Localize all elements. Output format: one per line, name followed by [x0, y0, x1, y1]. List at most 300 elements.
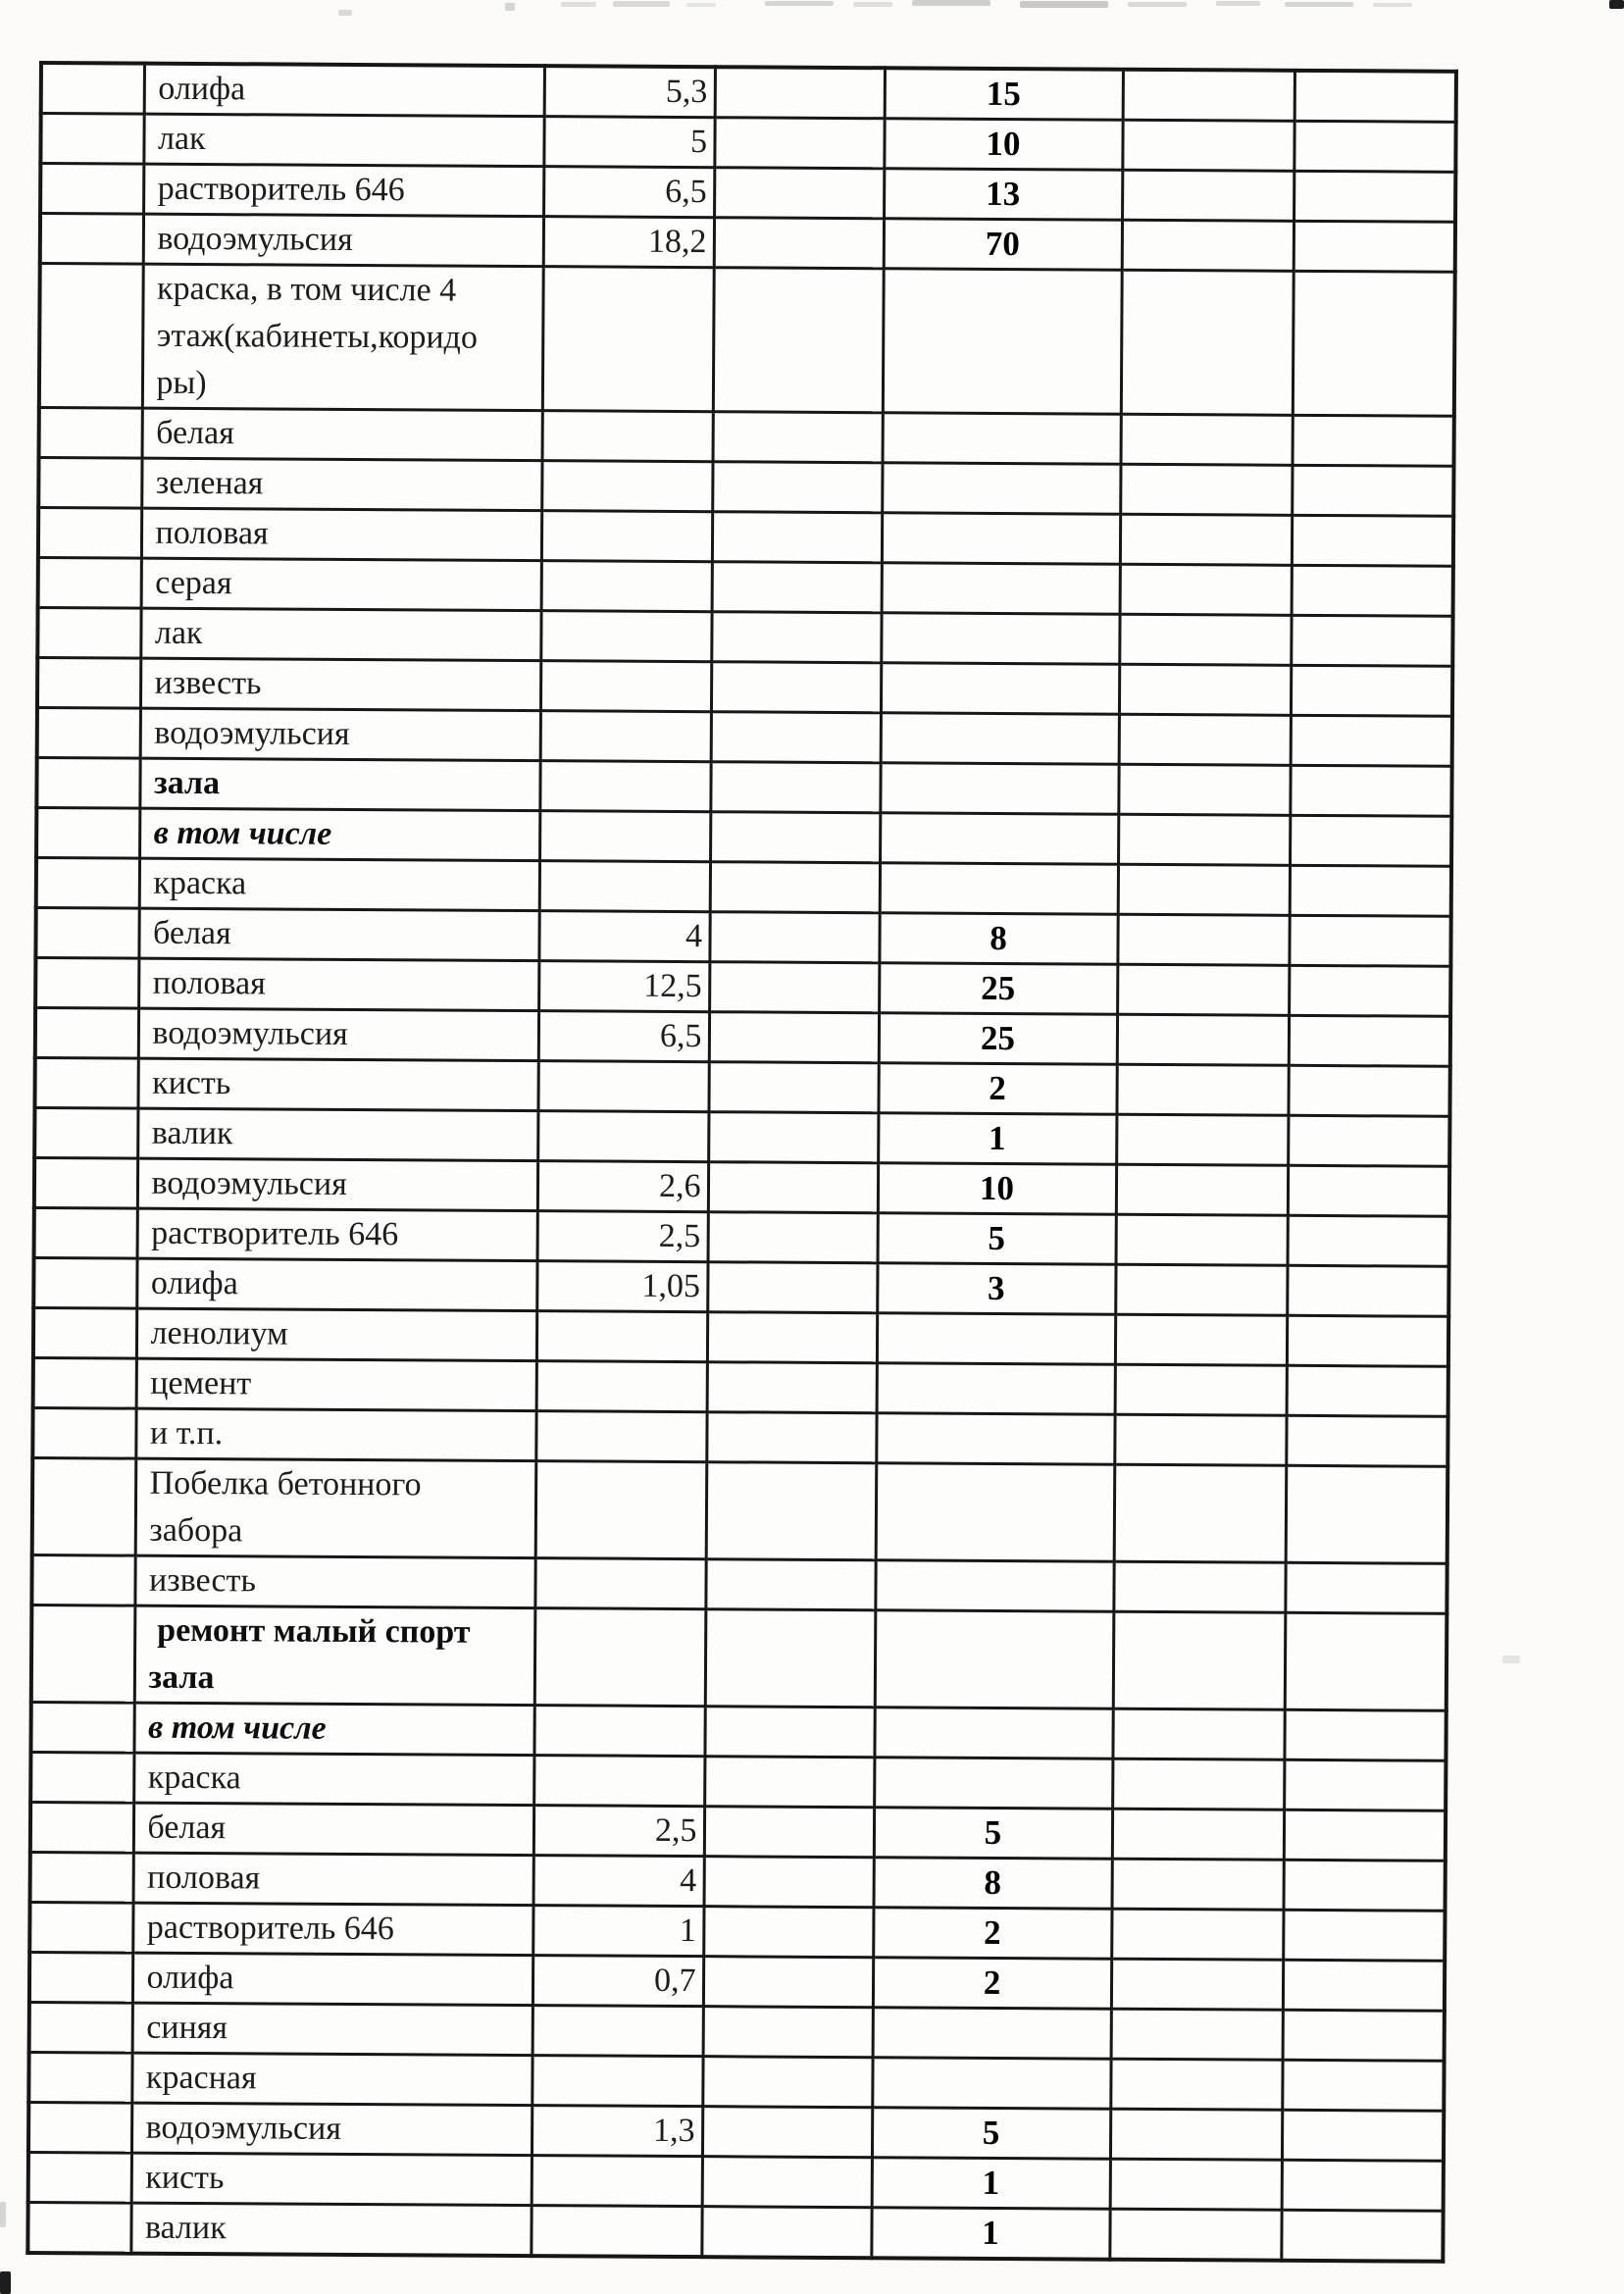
empty-cell [1113, 1611, 1286, 1709]
scan-artifact [853, 2, 892, 7]
quantity-cell [537, 1061, 708, 1112]
count-cell [883, 413, 1121, 464]
empty-cell [1283, 2010, 1445, 2061]
quantity-cell [532, 2156, 702, 2207]
empty-cell [703, 1957, 873, 2008]
count-cell [880, 813, 1118, 864]
count-cell: 5 [872, 2108, 1110, 2159]
material-name-cell: краска [133, 1753, 533, 1805]
count-cell: 5 [874, 1808, 1112, 1859]
empty-cell [708, 1212, 878, 1263]
row-number-cell [40, 214, 143, 265]
table-row [38, 508, 1453, 567]
empty-cell [704, 1757, 874, 1808]
material-name-cell: зала [139, 758, 539, 810]
empty-cell [1120, 564, 1292, 615]
quantity-cell [541, 461, 712, 512]
quantity-cell [536, 1361, 707, 1412]
material-name-cell: в том числе [139, 808, 539, 860]
empty-cell [1117, 964, 1289, 1015]
material-name-cell: цемент [136, 1358, 536, 1410]
quantity-cell [535, 1411, 706, 1462]
empty-cell [710, 812, 880, 863]
empty-cell [1284, 1860, 1446, 1911]
table-row [28, 2152, 1444, 2211]
material-name-cell: лак [140, 608, 540, 660]
material-name-cell: половая [138, 958, 538, 1010]
count-cell: 2 [873, 1958, 1111, 2009]
count-cell [874, 1758, 1112, 1809]
empty-cell [1286, 1415, 1447, 1466]
table-row [28, 2102, 1444, 2161]
empty-cell [1116, 1164, 1288, 1215]
count-cell [883, 269, 1122, 414]
table-row [37, 608, 1452, 667]
empty-cell [707, 1262, 877, 1313]
material-name-cell: красная [131, 2053, 532, 2105]
empty-cell [1113, 1561, 1285, 1612]
material-name-cell: синяя [132, 2003, 533, 2055]
material-name-cell: белая [138, 908, 538, 960]
empty-cell [1289, 1015, 1450, 1066]
quantity-cell: 1,3 [532, 2106, 702, 2157]
material-name-cell: растворитель 646 [132, 1903, 533, 1955]
table-row [32, 1457, 1448, 1563]
empty-cell [1283, 1910, 1445, 1961]
empty-cell [1122, 170, 1294, 221]
quantity-cell: 5 [543, 117, 714, 168]
empty-cell [712, 462, 882, 513]
material-name-cell: краска, в том числе 4 этаж(кабинеты,коридо ры) [142, 264, 543, 410]
empty-cell [1284, 1759, 1446, 1810]
empty-cell [1282, 2160, 1444, 2211]
scan-artifact [1502, 1656, 1520, 1663]
empty-cell [705, 1559, 875, 1610]
material-name-cell: известь [140, 658, 540, 710]
empty-cell [1118, 864, 1290, 915]
empty-cell [711, 712, 881, 763]
table-row [39, 408, 1454, 467]
row-number-cell [38, 458, 141, 509]
table-row [36, 807, 1451, 866]
quantity-cell: 12,5 [538, 961, 709, 1012]
empty-cell [1287, 1315, 1448, 1366]
empty-cell [1119, 614, 1291, 665]
table-row [34, 1107, 1449, 1166]
quantity-cell: 4 [538, 911, 709, 962]
empty-cell [1287, 1365, 1448, 1416]
empty-cell [702, 2157, 872, 2208]
row-number-cell [35, 957, 138, 1008]
table-row [34, 1157, 1449, 1216]
quantity-cell [533, 1706, 704, 1757]
empty-cell [702, 2057, 872, 2108]
empty-cell [1282, 2110, 1444, 2161]
scan-artifact [1128, 2, 1187, 7]
quantity-cell [534, 1558, 705, 1609]
count-cell [876, 1413, 1114, 1464]
scan-artifact [1020, 1, 1108, 8]
table-row [32, 1407, 1447, 1466]
empty-cell [1123, 70, 1294, 122]
row-number-cell [28, 2052, 131, 2103]
empty-cell [714, 118, 884, 169]
count-cell [872, 2058, 1110, 2109]
empty-cell [1287, 1265, 1448, 1316]
table-row [33, 1357, 1448, 1416]
material-name-cell: растворитель 646 [143, 164, 543, 216]
scan-artifact [613, 1, 670, 7]
table-row [30, 1702, 1446, 1760]
empty-cell [1121, 414, 1293, 465]
empty-cell [706, 1462, 877, 1560]
material-name-cell: водоэмульсия [138, 1008, 538, 1060]
table-row [30, 1802, 1446, 1861]
table-row [40, 214, 1455, 273]
row-number-cell [36, 807, 139, 858]
row-number-cell [38, 508, 141, 559]
count-cell [877, 1363, 1115, 1414]
count-cell [876, 1463, 1115, 1561]
empty-cell [1117, 914, 1289, 965]
empty-cell [1118, 764, 1290, 815]
empty-cell [1289, 915, 1450, 966]
row-number-cell [36, 757, 139, 808]
quantity-cell: 1,05 [536, 1261, 707, 1312]
quantity-cell [540, 661, 711, 712]
table-row [36, 857, 1451, 916]
row-number-cell [35, 907, 138, 958]
empty-cell [1110, 2109, 1282, 2160]
row-number-cell [30, 1752, 133, 1803]
empty-cell [1119, 664, 1291, 715]
count-cell: 8 [879, 913, 1117, 964]
quantity-cell [537, 1111, 708, 1162]
row-number-cell [31, 1605, 135, 1703]
empty-cell [1116, 1114, 1288, 1165]
empty-cell [1294, 221, 1455, 272]
empty-cell [1122, 120, 1294, 171]
empty-cell [1109, 2209, 1281, 2261]
empty-cell [1292, 565, 1453, 616]
table-row [35, 957, 1450, 1016]
count-cell [873, 2008, 1111, 2059]
material-name-cell: водоэмульсия [143, 214, 543, 266]
row-number-cell [34, 1057, 137, 1108]
row-number-cell [33, 1257, 136, 1308]
row-number-cell [32, 1457, 136, 1555]
empty-cell [1115, 1314, 1287, 1365]
empty-cell [1110, 2059, 1282, 2110]
empty-cell [1115, 1364, 1287, 1415]
row-number-cell [36, 857, 139, 908]
quantity-cell: 1 [533, 1906, 703, 1957]
table-row [31, 1605, 1447, 1710]
empty-cell [1288, 1215, 1449, 1266]
material-name-cell: в том числе [133, 1703, 533, 1755]
empty-cell [711, 662, 881, 713]
material-name-cell: половая [141, 508, 541, 560]
count-cell: 2 [878, 1063, 1116, 1114]
scan-artifact [561, 2, 596, 7]
empty-cell [1114, 1464, 1287, 1562]
count-cell: 10 [884, 119, 1122, 170]
count-cell [881, 663, 1119, 714]
row-number-cell [27, 2202, 130, 2253]
count-cell [880, 863, 1118, 914]
material-name-cell: валик [137, 1108, 537, 1160]
material-name-cell: водоэмульсия [137, 1158, 537, 1210]
count-cell: 25 [879, 1013, 1117, 1064]
scan-artifact [686, 3, 716, 7]
empty-cell [1288, 1165, 1449, 1216]
table-row [36, 757, 1451, 816]
empty-cell [707, 1312, 877, 1363]
quantity-cell: 2,6 [537, 1161, 708, 1212]
table-row [38, 558, 1453, 617]
row-number-cell [40, 114, 143, 165]
count-cell [874, 1708, 1112, 1759]
empty-cell [1294, 171, 1455, 222]
row-number-cell [41, 63, 144, 114]
empty-cell [1110, 2159, 1282, 2210]
row-number-cell [37, 707, 140, 758]
empty-cell [1111, 1909, 1283, 1960]
material-name-cell: олифа [136, 1258, 536, 1310]
material-name-cell: валик [130, 2203, 531, 2256]
empty-cell [709, 962, 879, 1013]
empty-cell [712, 512, 882, 563]
empty-cell [711, 612, 881, 663]
count-cell: 70 [884, 219, 1122, 270]
material-name-cell: Побелка бетонного забора [135, 1458, 536, 1557]
quantity-cell [539, 811, 710, 862]
empty-cell [1291, 665, 1452, 716]
empty-cell [1116, 1064, 1288, 1115]
table-row [40, 164, 1455, 223]
row-number-cell [31, 1555, 134, 1606]
empty-cell [708, 1162, 878, 1213]
table-row [39, 264, 1455, 417]
empty-cell [702, 2107, 872, 2158]
material-name-cell: растворитель 646 [137, 1208, 537, 1260]
row-number-cell [34, 1157, 137, 1208]
material-name-cell: водоэмульсия [140, 708, 540, 760]
empty-cell [713, 412, 883, 463]
empty-cell [704, 1857, 874, 1908]
empty-cell [708, 1062, 878, 1113]
empty-cell [713, 268, 884, 413]
quantity-cell: 2,5 [537, 1211, 708, 1262]
quantity-cell [539, 861, 710, 912]
count-cell: 5 [878, 1213, 1116, 1264]
table-row [30, 1852, 1446, 1911]
empty-cell [1294, 121, 1455, 172]
empty-cell [1111, 1959, 1283, 2010]
empty-cell [1121, 270, 1294, 415]
row-number-cell [33, 1357, 136, 1408]
empty-cell [709, 912, 879, 963]
table-row [35, 1007, 1450, 1066]
empty-cell [715, 67, 885, 119]
material-name-cell: краска [139, 858, 539, 910]
count-cell: 1 [878, 1113, 1116, 1164]
material-name-cell: кисть [137, 1058, 537, 1110]
empty-cell [1293, 415, 1454, 466]
material-name-cell: серая [141, 558, 541, 610]
scan-artifact [912, 0, 990, 6]
empty-cell [706, 1412, 876, 1463]
quantity-cell: 0,7 [533, 1956, 703, 2007]
empty-cell [1283, 1960, 1445, 2011]
scan-artifact [0, 2271, 11, 2294]
empty-cell [701, 2207, 871, 2259]
row-number-cell [33, 1307, 136, 1358]
empty-cell [710, 762, 880, 813]
count-cell: 10 [878, 1163, 1116, 1214]
quantity-cell: 4 [533, 1856, 704, 1907]
quantity-cell [532, 2056, 702, 2107]
table-row [41, 63, 1456, 122]
empty-cell [707, 1362, 877, 1413]
quantity-cell [536, 1311, 707, 1362]
count-cell [875, 1610, 1114, 1708]
table-row [31, 1555, 1446, 1613]
material-name-cell: олифа [132, 1953, 533, 2005]
material-name-cell: ремонт малый спорт зала [134, 1606, 535, 1705]
quantity-cell [541, 561, 712, 612]
empty-cell [1292, 515, 1453, 566]
row-number-cell [29, 2002, 132, 2053]
row-number-cell [37, 658, 140, 709]
empty-cell [704, 1807, 874, 1858]
empty-cell [1288, 1115, 1449, 1166]
materials-table [25, 61, 1458, 2264]
quantity-cell [534, 1608, 706, 1707]
quantity-cell [533, 2006, 703, 2057]
scan-artifact [1609, 0, 1624, 9]
quantity-cell [539, 761, 710, 812]
count-cell [875, 1560, 1113, 1611]
empty-cell [714, 168, 884, 219]
row-number-cell [30, 1802, 133, 1853]
count-cell: 2 [873, 1908, 1111, 1959]
table-row [29, 1902, 1445, 1961]
empty-cell [1290, 815, 1451, 866]
empty-cell [705, 1609, 876, 1708]
count-cell [882, 513, 1120, 564]
count-cell: 13 [884, 169, 1122, 220]
table-row [34, 1057, 1449, 1116]
materials-table-body [27, 63, 1456, 2262]
scan-artifact [338, 10, 352, 16]
material-name-cell: олифа [144, 64, 544, 117]
empty-cell [708, 1112, 878, 1163]
empty-cell [1112, 1759, 1284, 1810]
scan-artifact [0, 2202, 6, 2227]
table-row [33, 1257, 1448, 1316]
empty-cell [1286, 1465, 1448, 1563]
empty-cell [1294, 71, 1456, 123]
empty-cell [1293, 271, 1455, 416]
count-cell: 1 [871, 2208, 1109, 2260]
count-cell: 3 [877, 1263, 1115, 1314]
empty-cell [1118, 814, 1290, 865]
material-name-cell: половая [133, 1853, 533, 1905]
row-number-cell [40, 164, 143, 215]
scan-artifact [765, 1, 834, 6]
row-number-cell [28, 2152, 131, 2203]
quantity-cell [535, 1461, 707, 1559]
empty-cell [1117, 1014, 1289, 1065]
count-cell [880, 763, 1118, 814]
material-name-cell: белая [142, 408, 542, 460]
empty-cell [1290, 865, 1451, 916]
empty-cell [703, 1907, 873, 1958]
table-row [40, 114, 1455, 173]
quantity-cell [540, 611, 711, 662]
empty-cell [1285, 1612, 1447, 1710]
count-cell [881, 713, 1119, 764]
table-row [34, 1207, 1449, 1266]
quantity-cell [533, 1756, 704, 1807]
count-cell [882, 463, 1120, 514]
empty-cell [714, 218, 884, 269]
scan-artifact [1285, 2, 1353, 7]
material-name-cell: и т.п. [135, 1408, 535, 1460]
material-name-cell: водоэмульсия [131, 2103, 532, 2155]
row-number-cell [34, 1107, 137, 1158]
material-name-cell: белая [133, 1803, 533, 1855]
empty-cell [1115, 1264, 1287, 1315]
count-cell: 15 [885, 68, 1123, 120]
empty-cell [1120, 514, 1292, 565]
table-row [27, 2202, 1443, 2261]
material-name-cell: кисть [131, 2153, 532, 2205]
empty-cell [712, 562, 882, 613]
empty-cell [1112, 1708, 1284, 1759]
empty-cell [1291, 715, 1452, 766]
row-number-cell [35, 1007, 138, 1058]
row-number-cell [30, 1852, 133, 1903]
row-number-cell [32, 1407, 135, 1458]
empty-cell [1119, 714, 1291, 765]
empty-cell [1291, 615, 1452, 666]
empty-cell [1114, 1414, 1286, 1465]
row-number-cell [38, 558, 141, 609]
count-cell: 8 [874, 1858, 1112, 1909]
scan-artifact [505, 3, 515, 11]
quantity-cell [540, 711, 711, 762]
empty-cell [1292, 465, 1453, 516]
table-row [30, 1752, 1446, 1810]
empty-cell [704, 1707, 874, 1758]
empty-cell [1284, 1709, 1446, 1760]
row-number-cell [30, 1702, 133, 1753]
quantity-cell [531, 2206, 701, 2258]
material-name-cell: известь [134, 1555, 534, 1607]
empty-cell [1284, 1810, 1446, 1861]
count-cell [881, 613, 1119, 664]
material-name-cell: зеленая [141, 458, 541, 510]
quantity-cell: 2,5 [533, 1806, 704, 1857]
empty-cell [1116, 1214, 1288, 1265]
empty-cell [1288, 1065, 1449, 1116]
empty-cell [710, 862, 880, 913]
empty-cell [703, 2007, 873, 2058]
table-row [28, 2052, 1444, 2111]
row-number-cell [29, 1952, 132, 2003]
